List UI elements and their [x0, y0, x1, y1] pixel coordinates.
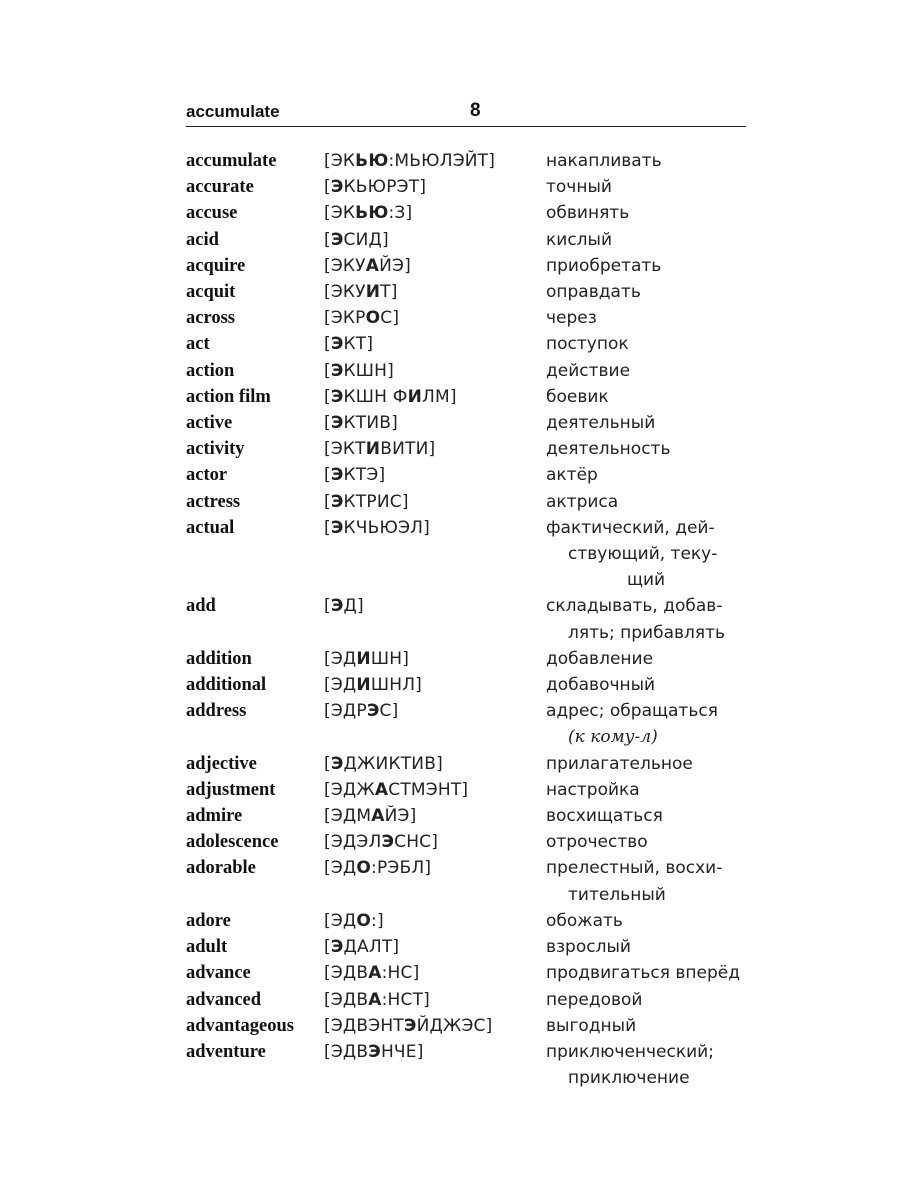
- pronunciation: [ЭКЬЮ:З]: [324, 203, 413, 224]
- translation: [546, 410, 746, 436]
- dictionary-entry: [186, 279, 746, 305]
- translation-line: выгодный: [546, 1015, 637, 1036]
- translation: [546, 987, 746, 1013]
- dictionary-entry: [186, 305, 746, 331]
- translation-line: оправдать: [546, 282, 641, 303]
- headword: act: [186, 334, 210, 355]
- translation-line: накапливать: [546, 151, 662, 171]
- dictionary-entry: [186, 1039, 746, 1091]
- dictionary-entry: [186, 174, 746, 200]
- pronunciation: [ЭДИШН]: [324, 648, 410, 669]
- translation-line: приключенческий;: [546, 1041, 714, 1062]
- headword: acquit: [186, 282, 236, 303]
- dictionary-entry: [186, 646, 746, 672]
- translation-line: лять; прибавлять: [568, 622, 726, 643]
- guide-word: accumulate: [186, 102, 280, 121]
- dictionary-entry: [186, 200, 746, 226]
- pronunciation: [ЭКЬЮ:МЬЮЛЭЙТ]: [324, 151, 496, 171]
- headword: adorable: [186, 858, 256, 879]
- translation: [546, 253, 746, 279]
- translation-line: продвигаться вперёд: [546, 963, 740, 984]
- translation-line: щий: [626, 570, 666, 591]
- pronunciation: [ЭКШН ФИЛМ]: [324, 386, 457, 407]
- dictionary-entry: [186, 751, 746, 777]
- pronunciation: [ЭД]: [324, 596, 364, 617]
- headword: action: [186, 360, 235, 381]
- translation: [546, 829, 746, 855]
- pronunciation: [ЭДВА:НС]: [324, 963, 420, 984]
- translation: [546, 384, 746, 410]
- translation-line: восхищаться: [546, 806, 663, 827]
- translation: [546, 908, 746, 934]
- pronunciation: [ЭКЬЮРЭТ]: [324, 177, 427, 198]
- headword: accurate: [186, 177, 254, 198]
- pronunciation: [ЭКТЭ]: [324, 465, 386, 486]
- headword: advantageous: [186, 1015, 294, 1036]
- headword: advanced: [186, 989, 262, 1010]
- page-number: 8: [470, 100, 481, 121]
- translation: [546, 436, 746, 462]
- pronunciation: [ЭДВЭНТЭЙДЖЭС]: [324, 1015, 493, 1036]
- headword: adolescence: [186, 832, 279, 853]
- translation: [546, 331, 746, 357]
- dictionary-entry: [186, 934, 746, 960]
- pronunciation: [ЭДИШНЛ]: [324, 675, 423, 696]
- dictionary-entry: [186, 829, 746, 855]
- dictionary-entry: [186, 253, 746, 279]
- translation: [546, 960, 746, 986]
- translation-line: поступок: [546, 334, 629, 355]
- headword: active: [186, 413, 233, 434]
- headword: add: [186, 596, 216, 617]
- dictionary-entry: [186, 358, 746, 384]
- translation-line: деятельность: [546, 439, 671, 460]
- pronunciation: [ЭКУАЙЭ]: [324, 255, 411, 276]
- translation: [546, 672, 746, 698]
- pronunciation: [ЭКШН]: [324, 360, 394, 381]
- headword: addition: [186, 648, 252, 669]
- translation: [546, 227, 746, 253]
- translation-line: точный: [546, 177, 612, 198]
- dictionary-entry: [186, 1013, 746, 1039]
- pronunciation: [ЭКТИВ]: [324, 413, 398, 434]
- headword: activity: [186, 439, 245, 460]
- dictionary-entry: [186, 803, 746, 829]
- dictionary-entry: [186, 987, 746, 1013]
- headword: across: [186, 308, 235, 329]
- dictionary-entry: [186, 410, 746, 436]
- pronunciation: [ЭДМАЙЭ]: [324, 806, 417, 827]
- translation-line: добавление: [546, 648, 654, 669]
- translation-line: актёр: [546, 465, 598, 486]
- translation-line: деятельный: [546, 413, 656, 434]
- headword: acid: [186, 229, 219, 250]
- headword: adventure: [186, 1041, 266, 1062]
- translation: [546, 698, 746, 750]
- translation: [546, 777, 746, 803]
- translation-line: действие: [546, 360, 631, 381]
- translation-line: приобретать: [546, 255, 662, 276]
- headword: acquire: [186, 255, 246, 276]
- headword: additional: [186, 675, 267, 696]
- translation-line: обвинять: [546, 203, 630, 224]
- pronunciation: [ЭДРЭС]: [324, 701, 399, 722]
- translation-line: добавочный: [546, 675, 656, 696]
- translation: [546, 751, 746, 777]
- headword: actual: [186, 517, 235, 538]
- pronunciation: [ЭКЧЬЮЭЛ]: [324, 517, 430, 538]
- pronunciation: [ЭДАЛТ]: [324, 937, 400, 958]
- translation-line: фактический, дей-: [546, 517, 715, 538]
- dictionary-entry: [186, 515, 746, 594]
- pronunciation: [ЭДВЭНЧЕ]: [324, 1041, 424, 1062]
- pronunciation: [ЭДЭЛЭСНС]: [324, 832, 439, 853]
- translation: [546, 646, 746, 672]
- translation-line: актриса: [546, 491, 619, 512]
- dictionary-entry: [186, 462, 746, 488]
- dictionary-entry: [186, 593, 746, 645]
- dictionary-entry: [186, 489, 746, 515]
- pronunciation: [ЭДЖИКТИВ]: [324, 753, 443, 774]
- headword: admire: [186, 806, 243, 827]
- headword: action film: [186, 386, 271, 407]
- translation: [546, 174, 746, 200]
- running-header: [186, 102, 746, 126]
- translation-line: через: [546, 308, 597, 329]
- translation-line: взрослый: [546, 937, 631, 958]
- dictionary-entry: [186, 698, 746, 750]
- pronunciation: [ЭСИД]: [324, 229, 389, 250]
- dictionary-entry: [186, 384, 746, 410]
- translation-line: прилагательное: [546, 753, 693, 774]
- translation: [546, 305, 746, 331]
- translation-line: боевик: [546, 386, 609, 407]
- headword: address: [186, 701, 247, 722]
- translation-line: адрес; обращаться: [546, 701, 718, 722]
- headword: adore: [186, 910, 231, 931]
- dictionary-entry: [186, 672, 746, 698]
- pronunciation: [ЭДВА:НСТ]: [324, 989, 431, 1010]
- translation-line: складывать, добав-: [546, 596, 723, 617]
- headword: adult: [186, 937, 228, 958]
- translation: [546, 489, 746, 515]
- dictionary-entry: [186, 908, 746, 934]
- translation-line: настройка: [546, 779, 640, 800]
- dictionary-entry: [186, 436, 746, 462]
- translation: [546, 1039, 746, 1091]
- headword: actress: [186, 491, 241, 512]
- headword: adjustment: [186, 779, 276, 800]
- headword: accuse: [186, 203, 238, 224]
- pronunciation: [ЭДЖАСТМЭНТ]: [324, 779, 469, 800]
- pronunciation: [ЭДО:]: [324, 910, 384, 931]
- translation: [546, 803, 746, 829]
- dictionary-entry: [186, 148, 746, 174]
- pronunciation: [ЭКТ]: [324, 334, 374, 355]
- translation-line: передовой: [546, 989, 643, 1010]
- pronunciation: [ЭКУИТ]: [324, 282, 398, 303]
- translation: [546, 515, 746, 594]
- translation-line: обожать: [546, 910, 623, 931]
- translation: [546, 279, 746, 305]
- headword: advance: [186, 963, 251, 984]
- translation-line: кислый: [546, 229, 612, 250]
- dictionary-entries: [186, 148, 746, 1091]
- headword: adjective: [186, 753, 257, 774]
- pronunciation: [ЭДО:РЭБЛ]: [324, 858, 432, 879]
- headword: accumulate: [186, 151, 277, 171]
- translation: [546, 358, 746, 384]
- dictionary-entry: [186, 960, 746, 986]
- pronunciation: [ЭКТИВИТИ]: [324, 439, 436, 460]
- dictionary-entry: [186, 331, 746, 357]
- translation-line: приключение: [568, 1068, 690, 1089]
- translation-line: ствующий, теку-: [568, 544, 718, 565]
- dictionary-entry: [186, 777, 746, 803]
- headword: actor: [186, 465, 228, 486]
- dictionary-entry: [186, 227, 746, 253]
- translation: [546, 593, 746, 645]
- dictionary-entry: [186, 855, 746, 907]
- translation-line: тительный: [568, 884, 666, 905]
- translation: [546, 934, 746, 960]
- translation: [546, 462, 746, 488]
- translation: [546, 855, 746, 907]
- translation: [546, 148, 746, 174]
- header-rule: [186, 126, 746, 127]
- pronunciation: [ЭКТРИС]: [324, 491, 409, 512]
- pronunciation: [ЭКРОС]: [324, 308, 400, 329]
- translation-line: отрочество: [546, 832, 648, 853]
- translation: [546, 1013, 746, 1039]
- translation-line: (к кому-л): [568, 727, 658, 748]
- translation: [546, 200, 746, 226]
- translation-line: прелестный, восхи-: [546, 858, 723, 879]
